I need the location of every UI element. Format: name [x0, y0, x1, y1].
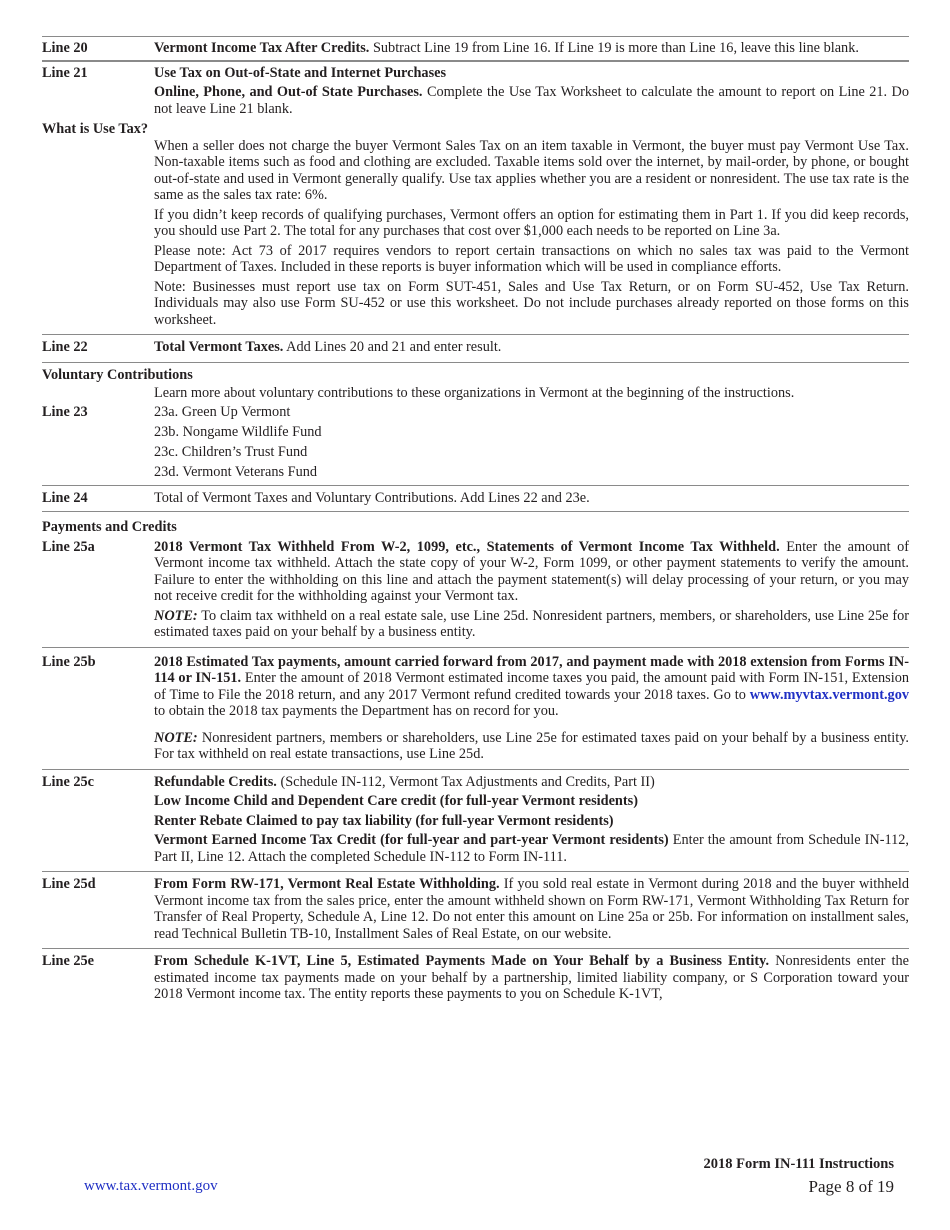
- line-21-sub-title: Online, Phone, and Out-of State Purchases.: [154, 84, 423, 100]
- what-is-use-tax-heading: What is Use Tax?: [42, 121, 149, 137]
- line-22-label: Line 22: [42, 339, 88, 355]
- line-25d-label: Line 25d: [42, 876, 96, 892]
- line-25b-title: 2018 Estimated Tax payments, amount carried forward from 2017, and payment made with 2018 extension from Forms IN-114 or IN-151.: [154, 653, 909, 686]
- voluntary-intro: Learn more about voluntary contributions to these organizations in Vermont at the beginning of the instructions.: [154, 385, 795, 401]
- line-20-title: Vermont Income Tax After Credits.: [154, 40, 370, 56]
- line-22-text: Add Lines 20 and 21 and enter result.: [286, 339, 502, 355]
- line-25b-section: [42, 647, 909, 769]
- instructions-content: [42, 36, 909, 1009]
- voluntary-contributions-heading: Voluntary Contributions: [42, 366, 193, 383]
- line-21-label: Line 21: [42, 64, 88, 81]
- line-21-section: [42, 60, 909, 335]
- payments-section: [42, 511, 909, 647]
- line-25a-text: Enter the amount of Vermont income tax withheld. Attach the state copy of your W-2, Form 1099, or other payment statements to verify the amount. Failure to enter the withholding on this line and attach the payment statement(s) will delay processing of your return, or you may not receive credit for the withholding against your Vermont tax.: [154, 538, 909, 604]
- footer-website-link[interactable]: www.tax.vermont.gov: [84, 1178, 218, 1194]
- line-25b-text-1: Enter the amount of 2018 Vermont estimated income taxes you paid, the amount paid with Form IN-151, Extension of Time to File the 2018 return, and any 2017 Vermont refund credited towards your 2018 taxes. Go to: [154, 670, 910, 703]
- line-25c-title-text: (Schedule IN-112, Vermont Tax Adjustments and Credits, Part II): [280, 773, 655, 790]
- list-item: 23b. Nongame Wildlife Fund: [154, 423, 322, 440]
- line-25a-note-label: NOTE:: [154, 607, 198, 624]
- use-tax-paragraph-2: If you didn’t keep records of qualifying purchases, Vermont offers an option for estimating them in Part 1. If you did keep records, you should use Part 2. The total for any purchases that cost over $1,000 each needs to be reported on Line 3a.: [154, 206, 909, 239]
- line-25c-bold-3: Vermont Earned Income Tax Credit (for full-year and part-year Vermont residents): [154, 832, 669, 848]
- line-25c-bold-2: Renter Rebate Claimed to pay tax liability (for full-year Vermont residents): [154, 812, 614, 829]
- line-25a-label: Line 25a: [42, 538, 95, 555]
- line-25c-section: [42, 769, 909, 872]
- payments-heading: Payments and Credits: [42, 519, 177, 535]
- line-22-title: Total Vermont Taxes.: [154, 339, 284, 355]
- line-24-label: Line 24: [42, 489, 88, 506]
- line-20-section: [42, 36, 909, 60]
- use-tax-paragraph-1: When a seller does not charge the buyer Vermont Sales Tax on an item taxable in Vermont, the buyer must pay Vermont Use Tax. Non-taxable items such as food and clothing are excluded. Taxable items sold over the internet, by mail-order, by phone, or bought out-of-state and used in Vermont generally qualify. Use tax applies whether you are a resident or nonresident. The use tax rate is the same as the sales tax rate: 6%.: [154, 137, 909, 203]
- line-25b-label: Line 25b: [42, 653, 96, 670]
- line-21-heading: Use Tax on Out-of-State and Internet Purchases: [154, 64, 447, 81]
- line-25b-note-label: NOTE:: [154, 729, 198, 746]
- line-20-text: Subtract Line 19 from Line 16. If Line 19 is more than Line 16, leave this line blank.: [372, 40, 859, 56]
- line-25d-title: From Form RW-171, Vermont Real Estate Withholding.: [154, 876, 500, 892]
- footer-form-title: 2018 Form IN-111 Instructions: [703, 1156, 894, 1172]
- line-21-sub-text: Complete the Use Tax Worksheet to calculate the amount to report on Line 21. Do not leave Line 21 blank.: [154, 84, 910, 117]
- voluntary-contributions-section: [42, 362, 909, 485]
- line-22-section: [42, 334, 909, 362]
- line-25d-text: If you sold real estate in Vermont during 2018 and the buyer withheld Vermont income tax from the sales price, enter the amount withheld shown on Form RW-171, Vermont Withholding Tax Return for Transfer of Real Property, Schedule A, Line 12. Do not enter this amount on Line 25a or 25b. For information on installment sales, read Technical Bulletin TB-10, Installment Sales of Real Estate, on our website.: [154, 876, 909, 942]
- line-25e-section: [42, 948, 909, 1009]
- use-tax-paragraph-3: Please note: Act 73 of 2017 requires vendors to report certain transactions on which no sales tax was paid to the Vermont Department of Taxes. Included in these reports is buyer information which will be used in compliance efforts.: [154, 242, 909, 275]
- line-24-text: Total of Vermont Taxes and Voluntary Contributions. Add Lines 22 and 23e.: [154, 489, 590, 506]
- line-25e-label: Line 25e: [42, 953, 95, 969]
- list-item: 23d. Vermont Veterans Fund: [154, 463, 318, 480]
- line-25c-title: Refundable Credits.: [154, 773, 277, 790]
- line-25d-section: [42, 871, 909, 948]
- line-25b-text-2: to obtain the 2018 tax payments the Department has on record for you.: [154, 703, 559, 719]
- line-20-label: Line 20: [42, 40, 88, 56]
- line-25a-note-text: To claim tax withheld on a real estate sale, use Line 25d. Nonresident partners, members, or shareholders, use Line 25e for estimated taxes paid on your behalf by a business entity.: [154, 607, 909, 640]
- list-item: 23a. Green Up Vermont: [154, 403, 291, 420]
- myvtax-link[interactable]: www.myvtax.vermont.gov: [749, 686, 909, 703]
- line-25e-title: From Schedule K-1VT, Line 5, Estimated Payments Made on Your Behalf by a Business Entity.: [154, 953, 770, 969]
- line-23-label: Line 23: [42, 403, 88, 420]
- list-item: 23c. Children’s Trust Fund: [154, 443, 308, 460]
- line-25c-text: Enter the amount from Schedule IN-112, Part II, Line 12. Attach the completed Schedule IN-112 to Form IN-111.: [154, 832, 909, 865]
- line-25a-title: 2018 Vermont Tax Withheld From W-2, 1099, etc., Statements of Vermont Income Tax Withheld.: [154, 538, 780, 555]
- line-25e-text: Nonresidents enter the estimated income tax payments made on your behalf by a partnership, limited liability company, or S Corporation toward your 2018 Vermont income tax. The entity reports these payments to you on Schedule K-1VT,: [154, 953, 909, 1002]
- use-tax-paragraph-4: Note: Businesses must report use tax on Form SUT-451, Sales and Use Tax Return, or on Form SU-452, Use Tax Return. Individuals may also use Form SU-452 or use this worksheet. Do not include purchases already reported on those forms on this worksheet.: [154, 278, 909, 328]
- line-24-section: [42, 485, 909, 512]
- line-25b-note-text: Nonresident partners, members or shareholders, use Line 25e for estimated taxes paid on your behalf by a business entity. For tax withheld on real estate transactions, use Line 25d.: [154, 729, 909, 762]
- line-25c-label: Line 25c: [42, 773, 95, 790]
- footer-page-number: Page 8 of 19: [808, 1177, 894, 1196]
- line-25c-bold-1: Low Income Child and Dependent Care credit (for full-year Vermont residents): [154, 793, 638, 809]
